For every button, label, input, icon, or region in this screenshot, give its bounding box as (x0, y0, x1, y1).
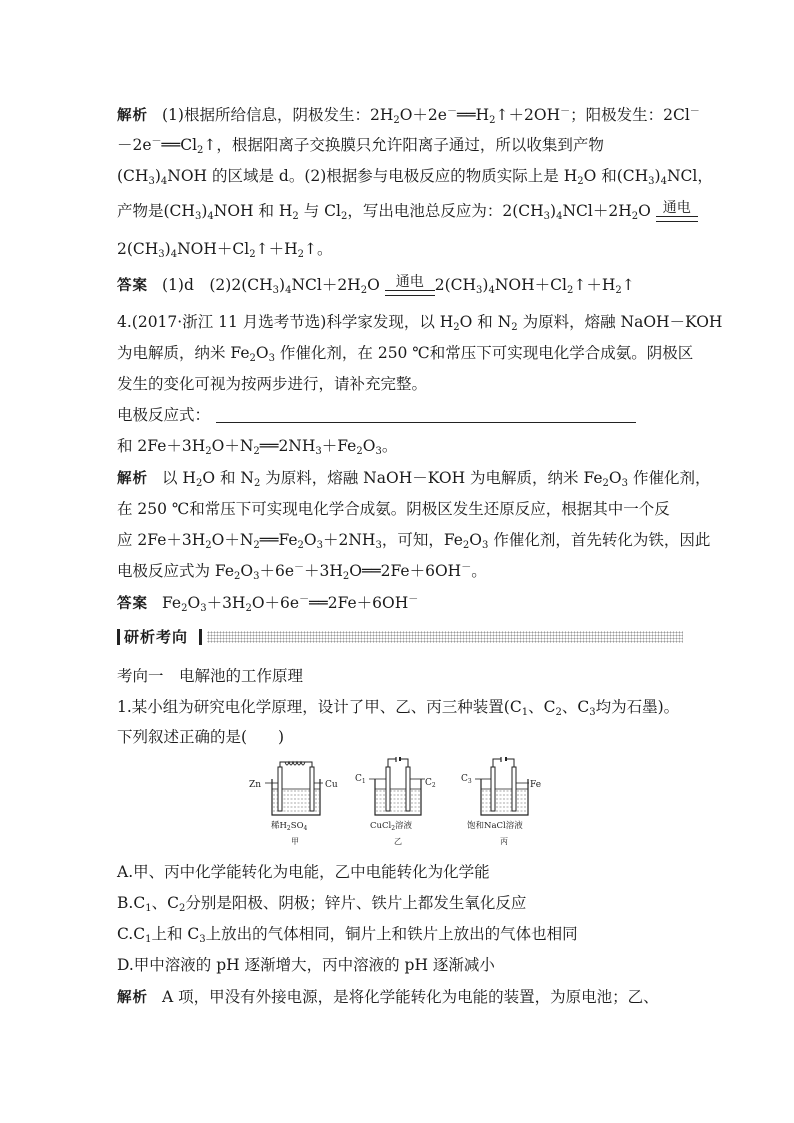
apparatus-jia (249, 762, 338, 846)
analysis-2-line-3: 应 $2Fe+3H_2O+N_2══Fe_2O_3+2NH_3$，可知，$Fe_2O_3$ 作催化剂，首先转化为铁，因此 (117, 531, 711, 551)
label-cu: Cu (325, 780, 338, 790)
question-4-line-4: 电极反应式： (117, 404, 636, 426)
question-4-line-2: 为电解质，纳米 $Fe_2O_3$ 作催化剂，在 250 ℃和常压下可实现电化学合成氨。阴极区 (117, 344, 694, 364)
analysis-2-line-2: 在 250 ℃和常压下可实现电化学合成氨。阴极区发生还原反应，根据其中一个反 (117, 500, 670, 518)
analysis-tag: 解析 (117, 471, 148, 487)
answer-blank[interactable] (216, 406, 636, 423)
answer-line-1: 答案 (1)d $(2)2(CH_3)_4NCl+2H_2O$ 通电 $2(CH_3)_4NOH+Cl_2↑+H_2↑$ (117, 274, 635, 296)
section-title: 研析考向 (124, 628, 189, 646)
section-bar-left (117, 629, 120, 645)
section-bar-right (199, 629, 202, 645)
direction-1-title: 考向一 电解池的工作原理 (117, 667, 304, 685)
analysis-2-line-1: 解析 以 $H_2O$ 和 $N_2$ 为原料，熔融 NaOH－KOH 为电解质，纳米 $Fe_2O_3$ 作催化剂， (117, 469, 711, 489)
label-c1: $C_1$ (355, 774, 366, 785)
analysis-line-4: 产物是$(CH_3)_4NOH$ 和 $H_2$ 与 $Cl_2$，写出电池总反应为：$2(CH_3)_4NCl+2H_2O$ 通电 (117, 200, 698, 222)
option-c[interactable]: $C.C_1$上和 $C_3$上放出的气体相同，铜片上和铁片上放出的气体也相同 (117, 925, 578, 945)
analysis-line-2: $-2e^-══Cl_2↑$，根据阳离子交换膜只允许阳离子通过，所以收集到产物 (117, 136, 604, 156)
analysis-2-line-4: 电极反应式为 $Fe_2O_3+6e^-+3H_2O══2Fe+6OH^-$。 (117, 562, 487, 582)
label-bing: 丙 (500, 837, 508, 846)
question-1-line-2: 下列叙述正确的是( ) (117, 728, 285, 746)
section-header (117, 626, 683, 646)
label-cucl2-solution: CuCl$_2$溶液 (370, 821, 413, 832)
label-c3: $C_3$ (461, 774, 472, 785)
electrochemistry-apparatus-figure (245, 757, 555, 857)
label-zn: Zn (249, 780, 262, 790)
apparatus-bing (461, 757, 541, 846)
question-1-line-1: 1.某小组为研究电化学原理，设计了甲、乙、丙三种装置($C_1$、$C_2$、$C_3$均为石墨)。 (117, 698, 680, 718)
answer-tag: 答案 (117, 278, 148, 294)
question-4-line-3: 发生的变化可视为按两步进行，请补充完整。 (117, 375, 428, 393)
option-b[interactable]: $B.C_1$、$C_2$分别是阳极、阴极；锌片、铁片上都发生氧化反应 (117, 894, 527, 914)
label-c2: $C_2$ (425, 778, 436, 789)
analysis-tag: 解析 (117, 108, 148, 124)
analysis-line-1: 解析 (1)根据所给信息，阴极发生：$2H_2O+2e^-══H_2↑+2OH^-$；阳极发生：2Cl－ (117, 106, 700, 126)
analysis-tag: 解析 (117, 990, 148, 1006)
question-4-line-5: 和 $2Fe+3H_2O+N_2══2NH_3+Fe_2O_3$。 (117, 437, 398, 457)
label-jia: 甲 (291, 837, 299, 846)
label-fe: Fe (530, 780, 542, 790)
answer-line-2: 答案 $Fe_2O_3+3H_2O+6e^-══2Fe+6OH^-$ (117, 594, 419, 614)
question-4-line-1: 4.(2017·浙江 11 月选考节选)科学家发现，以 $H_2O$ 和 $N_2$ 为原料，熔融 NaOH－KOH (117, 313, 723, 333)
label-saturated-nacl: 饱和NaCl溶液 (467, 821, 523, 831)
option-a[interactable]: A.甲、丙中化学能转化为电能，乙中电能转化为化学能 (117, 863, 490, 881)
analysis-3-line-1: 解析 A 项，甲没有外接电源，是将化学能转化为电能的装置，为原电池；乙、 (117, 988, 659, 1006)
electrolysis-sign: 通电 (656, 201, 698, 222)
label-yi: 乙 (394, 837, 402, 846)
option-d[interactable]: D.甲中溶液的 pH 逐渐增大，丙中溶液的 pH 逐渐减小 (117, 956, 495, 974)
electrolysis-sign: 通电 (385, 275, 435, 296)
apparatus-yi (355, 757, 436, 846)
section-dotted-rule (207, 631, 683, 643)
analysis-line-5: $2(CH_3)_4NOH+Cl_2↑+H_2↑$。 (117, 240, 333, 260)
answer-tag: 答案 (117, 596, 148, 612)
analysis-line-3: $(CH_3)_4NOH$ 的区域是 d。(2)根据参与电极反应的物质实际上是 $H_2O$ 和$(CH_3)_4NCl$， (117, 167, 713, 187)
label-dilute-h2so4: 稀$H_2SO_4$ (271, 821, 308, 832)
